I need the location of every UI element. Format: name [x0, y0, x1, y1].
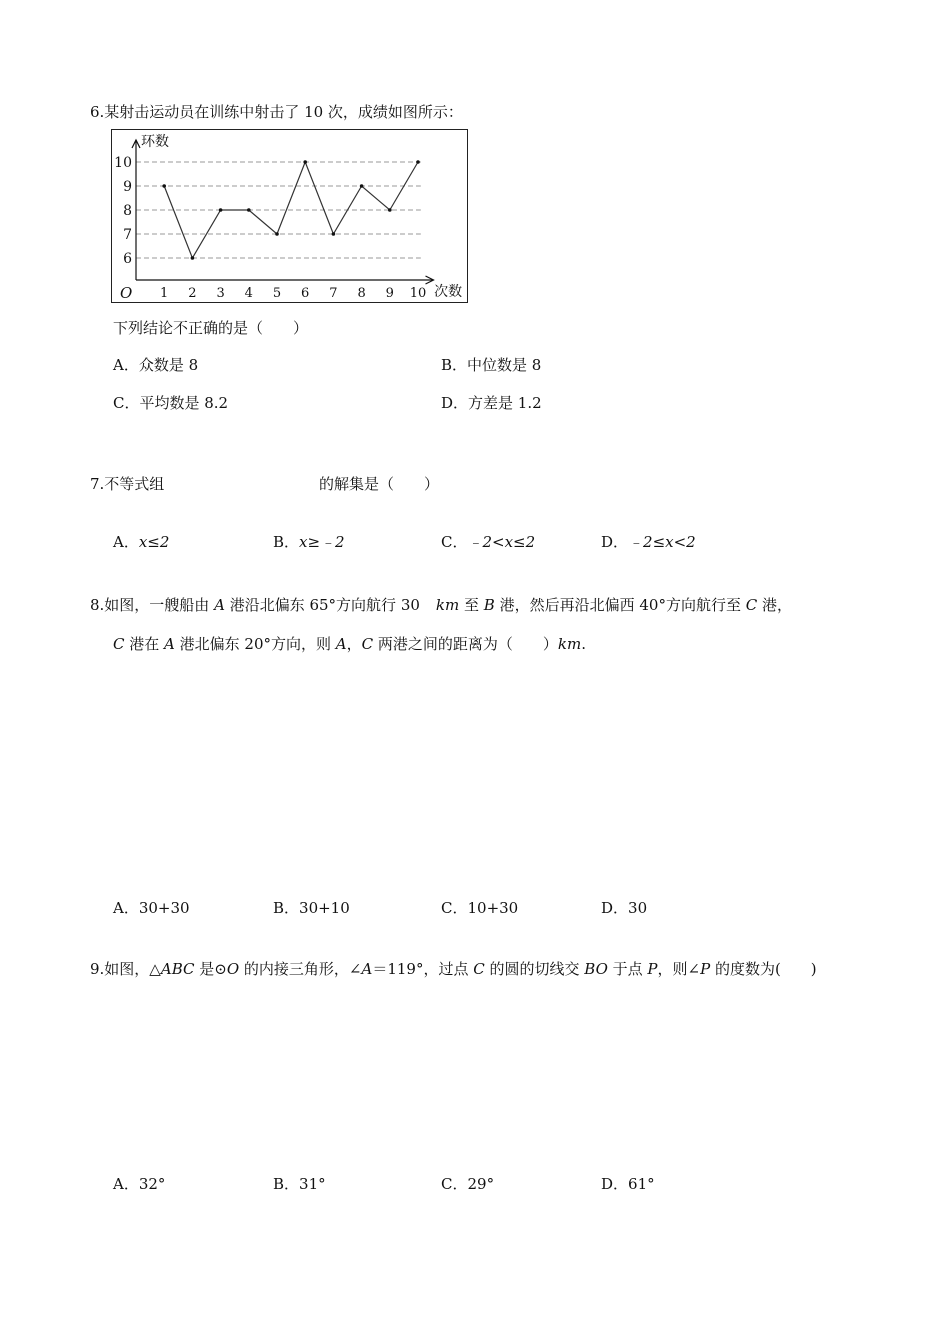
q8-text: 8.如图，一艘船由: [90, 596, 215, 614]
q9-var-o: O: [226, 960, 240, 978]
score-line-chart: [111, 129, 468, 303]
q6-stem: 6.某射击运动员在训练中射击了 10 次，成绩如图所示：: [90, 103, 463, 121]
q8-text: 两港之间的距离为（ ）: [373, 635, 558, 653]
q8-text: 港北偏东 20°方向，则: [174, 635, 336, 653]
q6-option-b[interactable]: B．中位数是 8: [441, 356, 542, 374]
q8-text: 港，然后再沿北偏西 40°方向航行至: [494, 596, 746, 614]
data-point: [388, 208, 392, 212]
q6-option-c[interactable]: C．平均数是 8.2: [113, 394, 229, 412]
q8-option-a[interactable]: A．30+30: [113, 899, 190, 917]
q9-var-p: P: [700, 960, 711, 978]
q8-text: 港在: [124, 635, 165, 653]
x-tick-label: 9: [385, 286, 394, 301]
data-point: [219, 208, 223, 212]
data-point: [303, 160, 307, 164]
q8-var-a: A: [164, 635, 175, 653]
q8-var-c: C: [361, 635, 374, 653]
q7-option-a-expr: x≤2: [138, 533, 170, 551]
data-point: [162, 184, 166, 188]
q6-prompt: 下列结论不正确的是（ ）: [113, 319, 309, 337]
q8-text: 港，: [757, 596, 792, 614]
q7-option-d-label: D．: [601, 533, 629, 551]
q8-unit-km: km: [557, 635, 582, 653]
q8-var-b: B: [483, 596, 495, 614]
q9-var-bo: BO: [584, 960, 608, 978]
q9-var-abc: ABC: [160, 960, 195, 978]
data-point: [416, 160, 420, 164]
q9-option-c[interactable]: C．29°: [441, 1175, 495, 1193]
x-tick-label: 5: [272, 286, 282, 301]
q7-option-d-expr: ﹣2≤x<2: [628, 533, 696, 551]
y-tick-label: 6: [123, 251, 132, 267]
q6-option-d[interactable]: D．方差是 1.2: [441, 394, 542, 412]
x-tick-label: 4: [244, 286, 253, 301]
q8-line1: [90, 594, 792, 615]
x-tick-label: 10: [409, 286, 427, 301]
q8-text: 港沿北偏东 65°方向航行 30: [224, 596, 420, 614]
q8-text: ，: [346, 635, 362, 653]
q8-var-a: A: [214, 596, 225, 614]
q9-var-p: P: [647, 960, 658, 978]
q9-text: 于点: [607, 960, 648, 978]
y-axis-label: 环数: [141, 134, 169, 150]
x-tick-label: 2: [188, 286, 197, 301]
q7-option-d[interactable]: [601, 531, 696, 552]
q9-text: 的内接三角形，∠: [239, 960, 362, 978]
q7-option-a-label: A．: [113, 533, 139, 551]
q6-option-a[interactable]: A．众数是 8: [113, 356, 199, 374]
q8-option-c[interactable]: C．10+30: [441, 899, 519, 917]
q8-unit-km: km: [435, 596, 460, 614]
y-tick-label: 9: [123, 179, 132, 195]
q8-var-c: C: [745, 596, 758, 614]
x-tick-label: 7: [329, 286, 338, 301]
q8-line2: [113, 633, 586, 654]
x-tick-label: 8: [357, 286, 366, 301]
data-point: [275, 232, 279, 236]
q7-option-c-expr: ﹣2<x≤2: [467, 533, 536, 551]
q9-text: 的度数为( ): [710, 960, 817, 978]
x-tick-label: 6: [301, 286, 310, 301]
q9-stem: [90, 958, 817, 979]
q7-stem-right: 的解集是（ ）: [319, 475, 440, 493]
q9-option-b[interactable]: B．31°: [273, 1175, 326, 1193]
q9-text: 9.如图，△: [90, 960, 161, 978]
q8-option-b[interactable]: B．30+10: [273, 899, 350, 917]
q9-text: ＝119°，过点: [372, 960, 474, 978]
y-tick-label: 8: [123, 203, 132, 219]
q7-stem-left: 7.不等式组: [90, 475, 165, 493]
x-axis-label: 次数: [434, 284, 463, 300]
q9-option-a[interactable]: A．32°: [113, 1175, 166, 1193]
y-tick-label: 10: [114, 155, 132, 171]
q8-text: .: [581, 635, 587, 653]
q9-var-a: A: [361, 960, 373, 978]
data-point: [332, 232, 336, 236]
q8-text: 至: [459, 596, 484, 614]
q8-var-a: A: [335, 635, 347, 653]
chart-svg: [112, 130, 467, 302]
q7-option-a[interactable]: [113, 531, 169, 552]
q9-var-c: C: [473, 960, 485, 978]
data-point: [360, 184, 364, 188]
q9-option-d[interactable]: D．61°: [601, 1175, 655, 1193]
q7-option-b-label: B．: [273, 533, 300, 551]
q9-text: ，则∠: [657, 960, 701, 978]
q7-option-b[interactable]: [273, 531, 345, 552]
data-point: [191, 256, 195, 260]
q7-option-c[interactable]: [441, 531, 535, 552]
q9-text: 的圆的切线交: [484, 960, 585, 978]
origin-label: O: [120, 284, 133, 302]
y-tick-label: 7: [123, 227, 132, 243]
q9-text: 是⊙: [194, 960, 227, 978]
x-tick-label: 1: [160, 286, 169, 301]
q7-option-c-label: C．: [441, 533, 468, 551]
q8-option-d[interactable]: D．30: [601, 899, 648, 917]
q8-var-c: C: [113, 635, 125, 653]
x-tick-label: 3: [216, 286, 225, 301]
data-point: [247, 208, 251, 212]
q7-option-b-expr: x≥﹣2: [299, 533, 345, 551]
